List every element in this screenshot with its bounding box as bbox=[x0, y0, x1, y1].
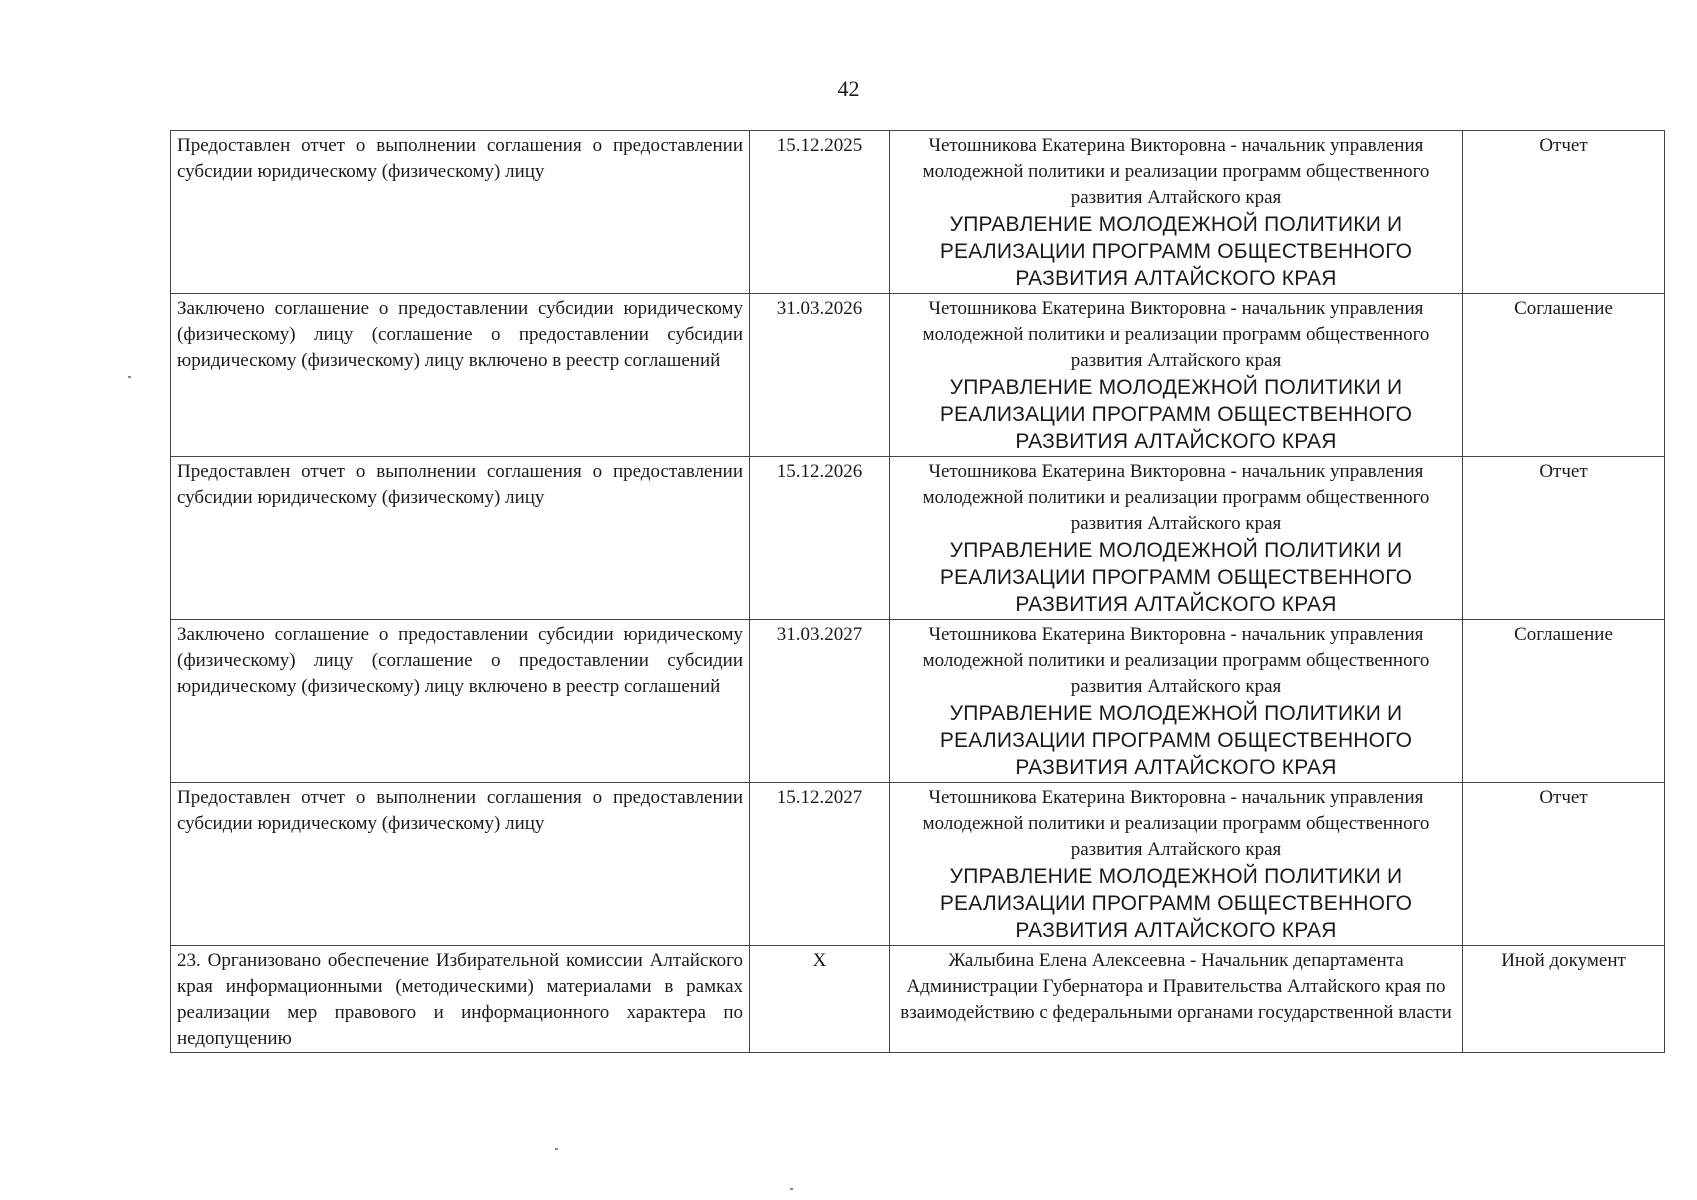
responsible-cell bbox=[890, 457, 1463, 620]
responsible-org: УПРАВЛЕНИЕ МОЛОДЕЖНОЙ ПОЛИТИКИ И РЕАЛИЗАЦИИ ПРОГРАММ ОБЩЕСТВЕННОГО РАЗВИТИЯ АЛТАЙСКОГО КРАЯ bbox=[939, 865, 1413, 942]
responsible-person: Четошникова Екатерина Викторовна - начальник управления молодежной политики и реализации программ общественного развития Алтайского края bbox=[922, 298, 1430, 371]
date-text: X bbox=[812, 950, 827, 971]
document-type: Отчет bbox=[1539, 787, 1588, 808]
event-text: Предоставлен отчет о выполнении соглашения о предоставлении субсидии юридическому (физическому) лицу bbox=[177, 135, 743, 182]
event-cell bbox=[171, 294, 750, 457]
date-text: 15.12.2025 bbox=[776, 135, 863, 156]
document-cell bbox=[1463, 620, 1665, 783]
responsible-person: Четошникова Екатерина Викторовна - начальник управления молодежной политики и реализации программ общественного развития Алтайского края bbox=[922, 135, 1430, 208]
document-cell bbox=[1463, 294, 1665, 457]
table-row bbox=[171, 294, 1665, 457]
responsible-org: УПРАВЛЕНИЕ МОЛОДЕЖНОЙ ПОЛИТИКИ И РЕАЛИЗАЦИИ ПРОГРАММ ОБЩЕСТВЕННОГО РАЗВИТИЯ АЛТАЙСКОГО КРАЯ bbox=[939, 702, 1413, 779]
document-type: Отчет bbox=[1539, 135, 1588, 156]
scan-speck bbox=[555, 1148, 558, 1150]
event-text: 23. Организовано обеспечение Избирательной комиссии Алтайского края информационными (методическими) материалами в рамках реализации мер правового и информационного характера по недопущению bbox=[177, 950, 743, 1049]
responsible-person: Жалыбина Елена Алексеевна - Начальник департамента Администрации Губернатора и Правительства Алтайского края по взаимодействию с федеральными органами государственной власти bbox=[900, 950, 1452, 1023]
date-text: 31.03.2026 bbox=[776, 298, 863, 319]
date-text: 31.03.2027 bbox=[776, 624, 863, 645]
document-cell bbox=[1463, 783, 1665, 946]
responsible-person: Четошникова Екатерина Викторовна - начальник управления молодежной политики и реализации программ общественного развития Алтайского края bbox=[922, 461, 1430, 534]
event-cell bbox=[171, 620, 750, 783]
responsible-cell bbox=[890, 294, 1463, 457]
responsible-org: УПРАВЛЕНИЕ МОЛОДЕЖНОЙ ПОЛИТИКИ И РЕАЛИЗАЦИИ ПРОГРАММ ОБЩЕСТВЕННОГО РАЗВИТИЯ АЛТАЙСКОГО КРАЯ bbox=[939, 539, 1413, 616]
date-cell bbox=[750, 946, 890, 1053]
page-number: 42 bbox=[837, 76, 860, 101]
scan-speck bbox=[790, 1188, 793, 1190]
responsible-cell bbox=[890, 783, 1463, 946]
date-cell bbox=[750, 457, 890, 620]
date-text: 15.12.2026 bbox=[776, 461, 863, 482]
responsible-org: УПРАВЛЕНИЕ МОЛОДЕЖНОЙ ПОЛИТИКИ И РЕАЛИЗАЦИИ ПРОГРАММ ОБЩЕСТВЕННОГО РАЗВИТИЯ АЛТАЙСКОГО КРАЯ bbox=[939, 213, 1413, 290]
document-type: Соглашение bbox=[1514, 298, 1613, 319]
date-cell bbox=[750, 783, 890, 946]
date-text: 15.12.2027 bbox=[776, 787, 863, 808]
document-type: Отчет bbox=[1539, 461, 1588, 482]
event-cell bbox=[171, 131, 750, 294]
event-cell bbox=[171, 783, 750, 946]
document-cell bbox=[1463, 457, 1665, 620]
plan-table bbox=[170, 130, 1665, 1053]
event-text: Предоставлен отчет о выполнении соглашения о предоставлении субсидии юридическому (физическому) лицу bbox=[177, 787, 743, 834]
document-type: Соглашение bbox=[1514, 624, 1613, 645]
responsible-org: УПРАВЛЕНИЕ МОЛОДЕЖНОЙ ПОЛИТИКИ И РЕАЛИЗАЦИИ ПРОГРАММ ОБЩЕСТВЕННОГО РАЗВИТИЯ АЛТАЙСКОГО КРАЯ bbox=[939, 376, 1413, 453]
responsible-person: Четошникова Екатерина Викторовна - начальник управления молодежной политики и реализации программ общественного развития Алтайского края bbox=[922, 624, 1430, 697]
table-row bbox=[171, 946, 1665, 1053]
event-cell bbox=[171, 457, 750, 620]
date-cell bbox=[750, 620, 890, 783]
event-text: Предоставлен отчет о выполнении соглашения о предоставлении субсидии юридическому (физическому) лицу bbox=[177, 461, 743, 508]
date-cell bbox=[750, 294, 890, 457]
event-text: Заключено соглашение о предоставлении субсидии юридическому (физическому) лицу (соглашение о предоставлении субсидии юридическому (физическому) лицу включено в реестр соглашений bbox=[177, 624, 743, 697]
scan-speck bbox=[128, 376, 131, 378]
responsible-cell bbox=[890, 131, 1463, 294]
table-row bbox=[171, 457, 1665, 620]
responsible-cell bbox=[890, 620, 1463, 783]
event-text: Заключено соглашение о предоставлении субсидии юридическому (физическому) лицу (соглашение о предоставлении субсидии юридическому (физическому) лицу включено в реестр соглашений bbox=[177, 298, 743, 371]
document-cell bbox=[1463, 131, 1665, 294]
table-row bbox=[171, 620, 1665, 783]
responsible-cell bbox=[890, 946, 1463, 1053]
document-type: Иной документ bbox=[1501, 950, 1626, 971]
table-row bbox=[171, 783, 1665, 946]
date-cell bbox=[750, 131, 890, 294]
event-cell bbox=[171, 946, 750, 1053]
document-cell bbox=[1463, 946, 1665, 1053]
table-row bbox=[171, 131, 1665, 294]
responsible-person: Четошникова Екатерина Викторовна - начальник управления молодежной политики и реализации программ общественного развития Алтайского края bbox=[922, 787, 1430, 860]
